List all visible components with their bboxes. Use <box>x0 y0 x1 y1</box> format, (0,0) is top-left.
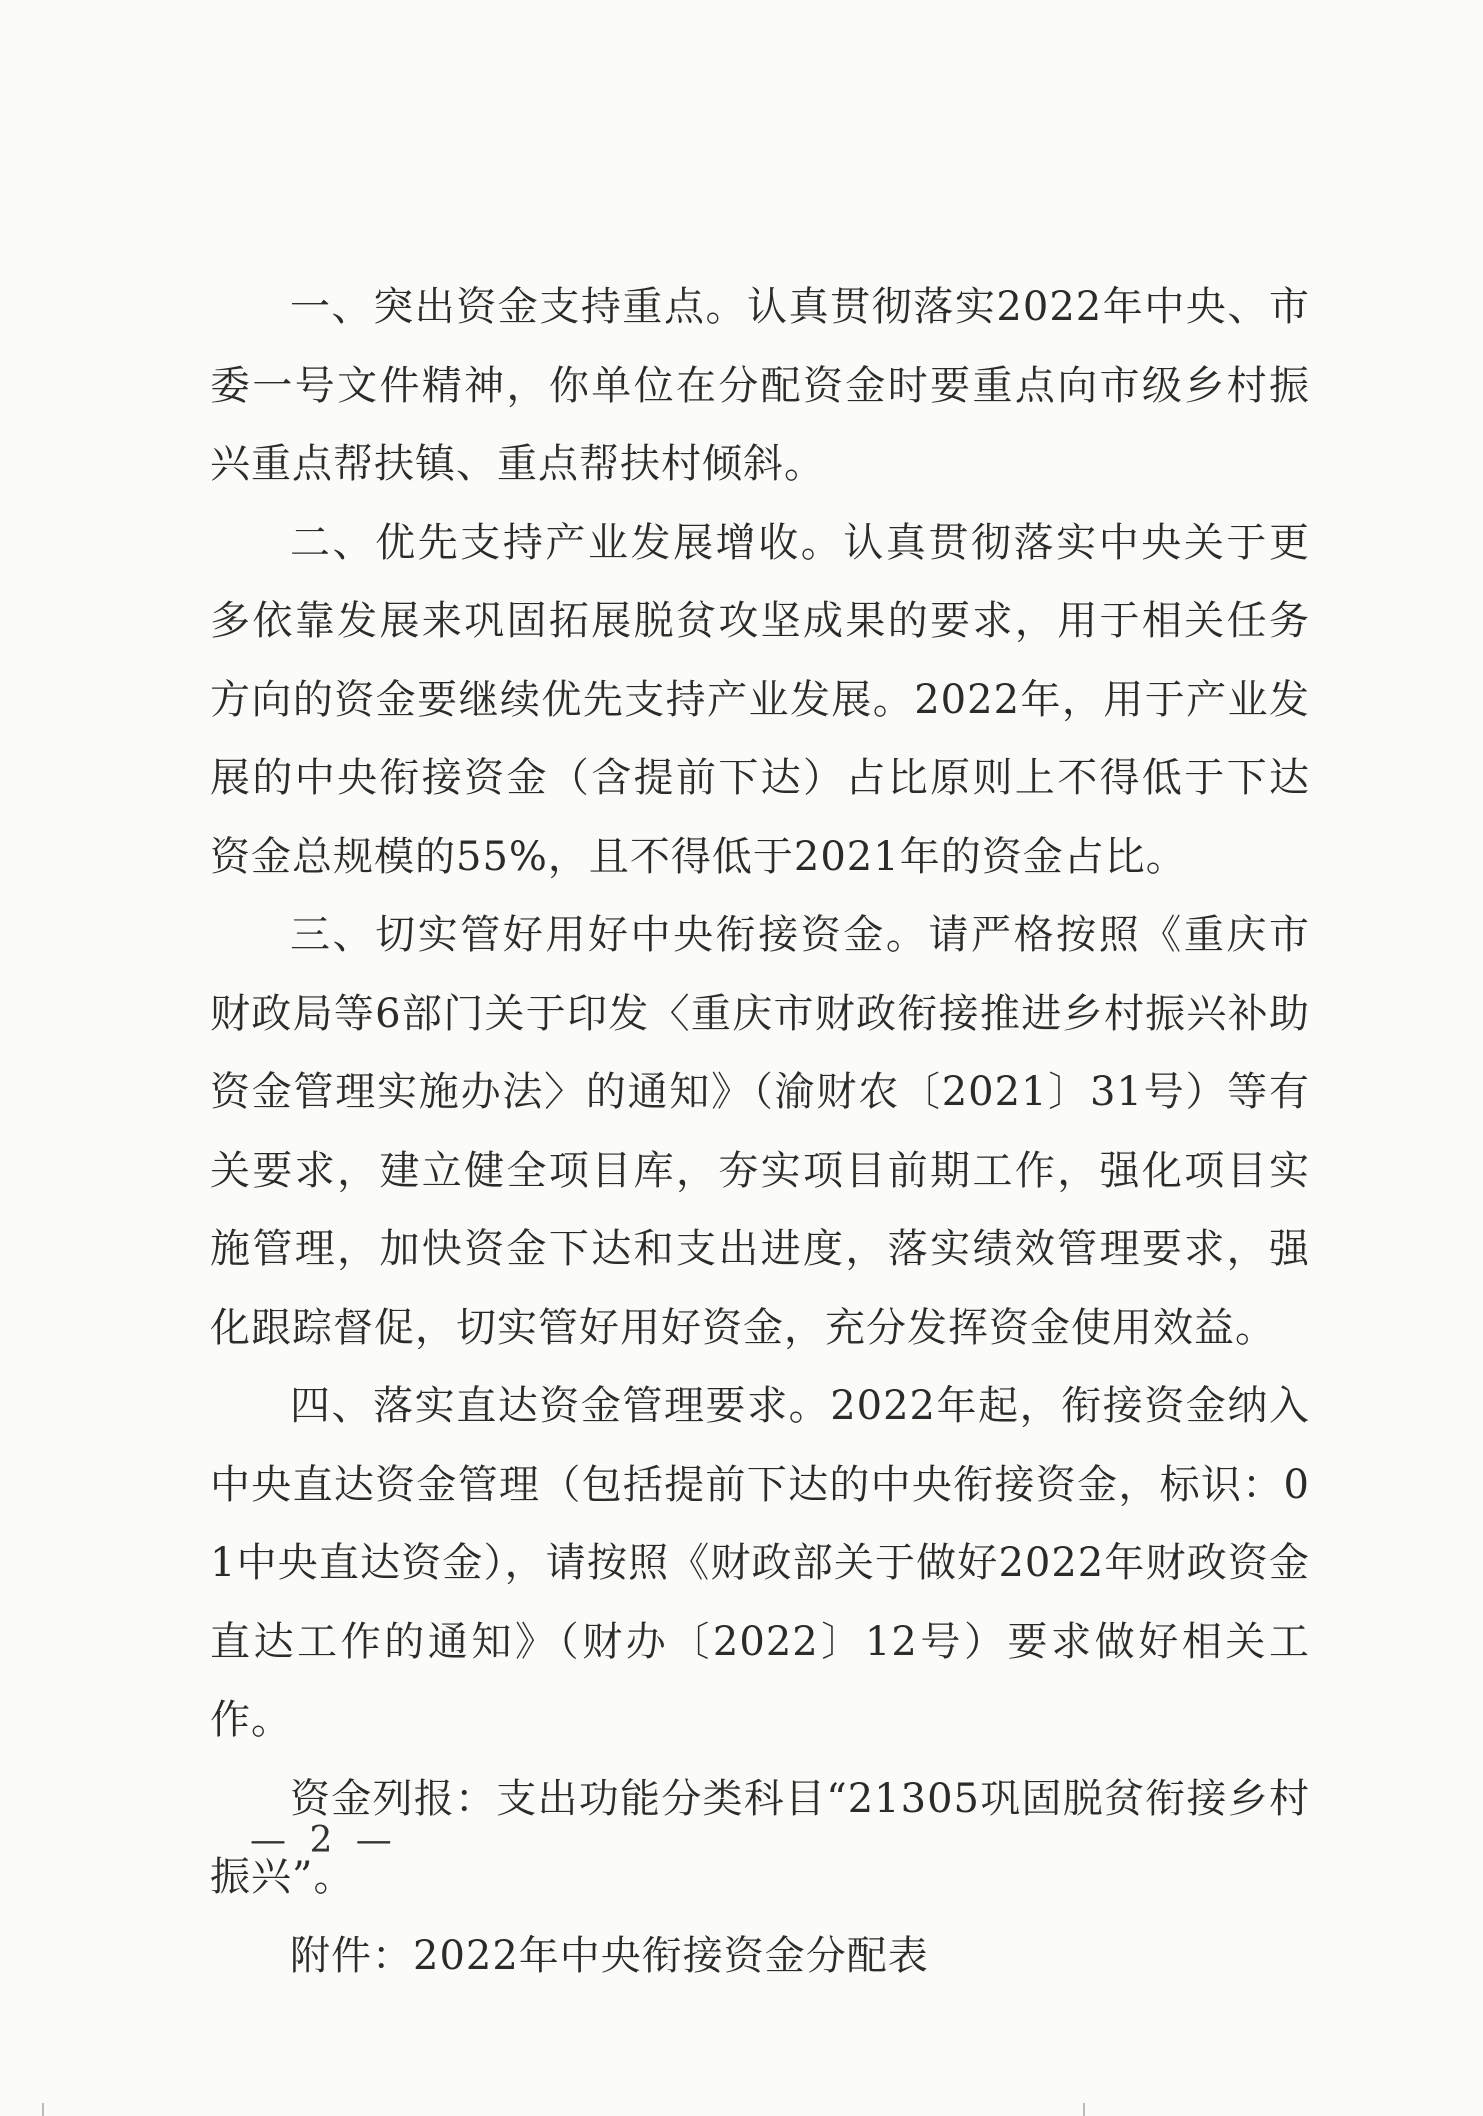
paragraph-1: 一、突出资金支持重点。认真贯彻落实2022年中央、市委一号文件精神，你单位在分配资金时要重点向市级乡村振兴重点帮扶镇、重点帮扶村倾斜。 <box>210 284 1310 487</box>
scan-mark-left <box>42 2103 44 2116</box>
page-number: — 2 — <box>250 1820 398 1861</box>
scan-mark-right <box>1083 2103 1085 2116</box>
paragraph-4: 四、落实直达资金管理要求。2022年起，衔接资金纳入中央直达资金管理（包括提前下达的中央衔接资金，标识：01中央直达资金），请按照《财政部关于做好2022年财政资金直达工作的通知》（财办〔2022〕12号）要求做好相关工作。 <box>210 1383 1310 1743</box>
document-body <box>210 268 1310 1995</box>
paragraph-attachment: 附件：2022年中央衔接资金分配表 <box>290 1932 929 1979</box>
paragraph-3: 三、切实管好用好中央衔接资金。请严格按照《重庆市财政局等6部门关于印发〈重庆市财政衔接推进乡村振兴补助资金管理实施办法〉的通知》（渝财农〔2021〕31号）等有关要求，建立健全项目库，夯实项目前期工作，强化项目实施管理，加快资金下达和支出进度，落实绩效管理要求，强化跟踪督促，切实管好用好资金，充分发挥资金使用效益。 <box>210 912 1310 1351</box>
paragraph-funding-classification: 资金列报：支出功能分类科目“21305巩固脱贫衔接乡村振兴”。 <box>210 1775 1310 1900</box>
paragraph-2: 二、优先支持产业发展增收。认真贯彻落实中央关于更多依靠发展来巩固拓展脱贫攻坚成果的要求，用于相关任务方向的资金要继续优先支持产业发展。2022年，用于产业发展的中央衔接资金（含提前下达）占比原则上不得低于下达资金总规模的55%，且不得低于2021年的资金占比。 <box>210 519 1310 880</box>
